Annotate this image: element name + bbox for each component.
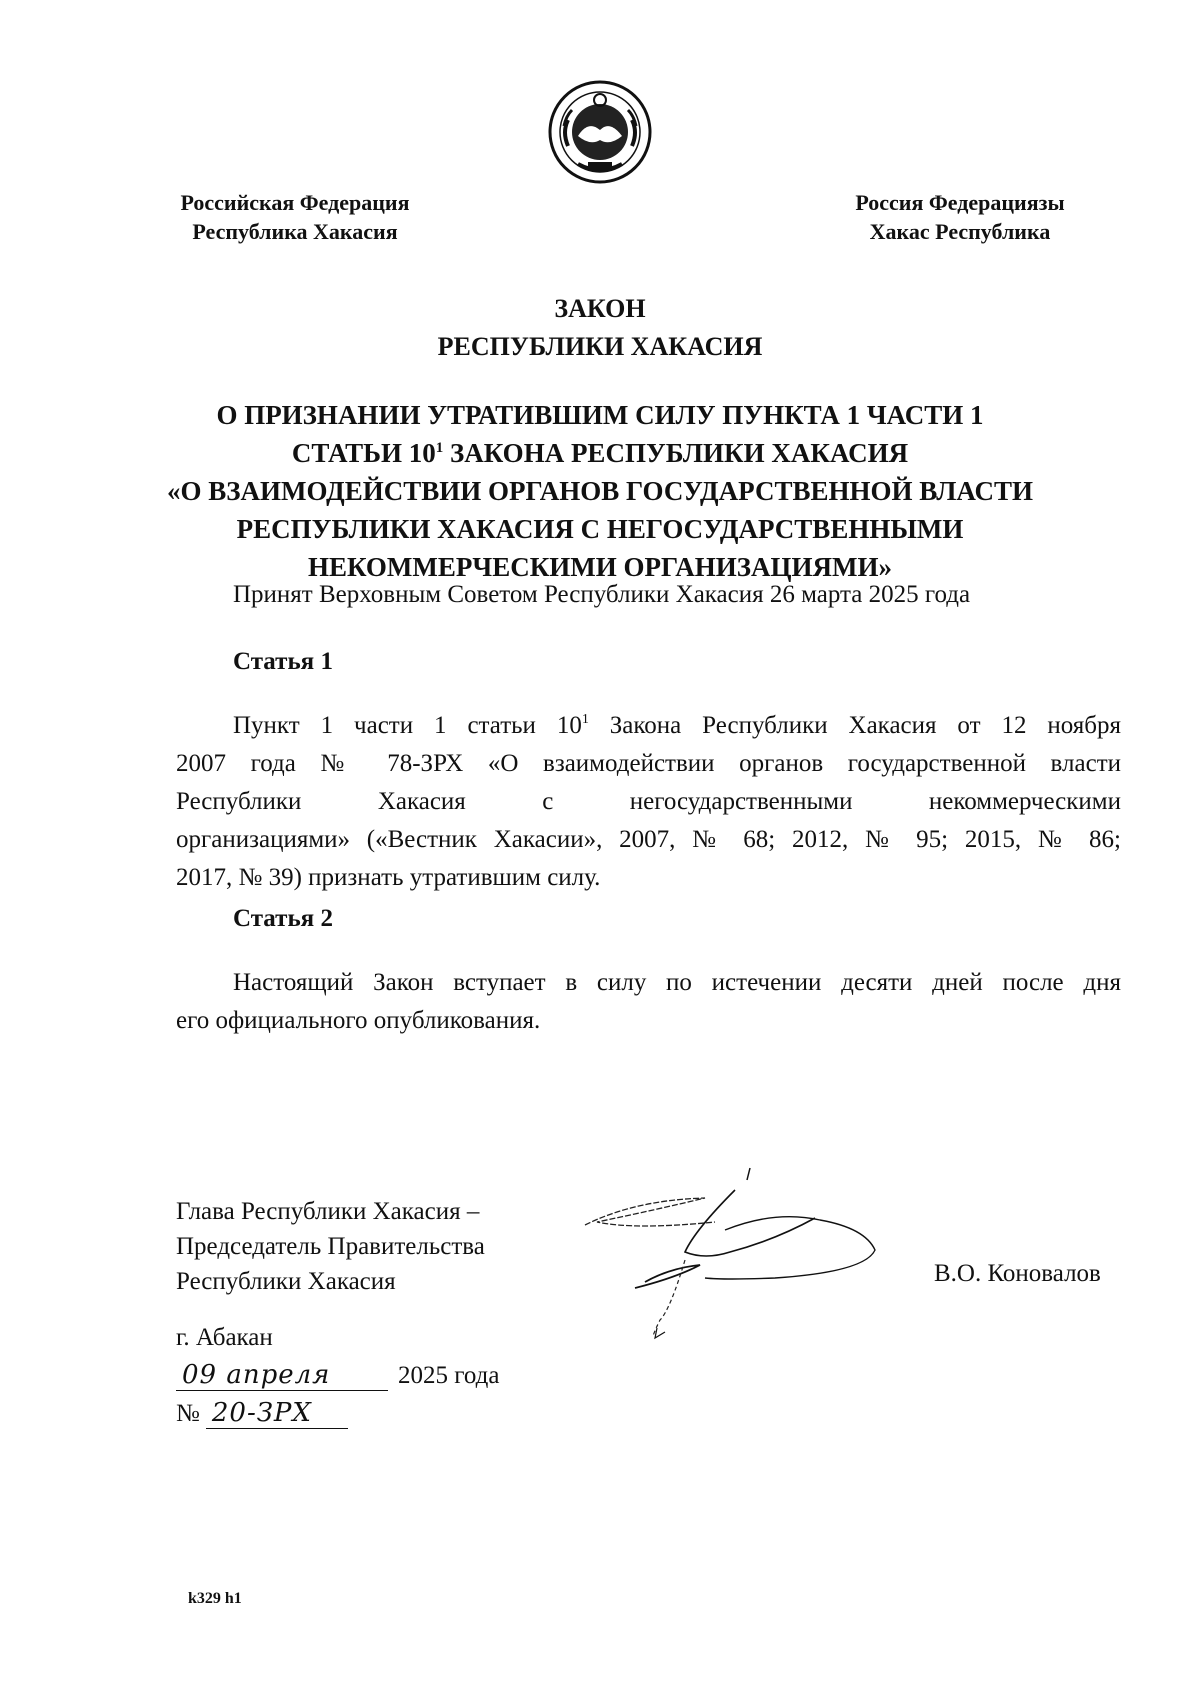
paragraph-line: 2007 года № 78-ЗРХ «О взаимодействии органов государственной власти [176,750,1121,777]
position-line: Республики Хакасия [176,1268,396,1295]
paragraph-text: Пункт 1 части 1 статьи 10 [233,712,582,739]
paragraph-line: 2017, № 39) признать утратившим силу. [176,864,601,891]
date-line [176,1358,499,1396]
paragraph-line: его официального опубликования. [176,1007,541,1034]
header-left-line2: Республика Хакасия [192,219,398,244]
law-subject-title [150,396,1050,586]
signatory-position [176,1194,485,1299]
subject-line [150,434,1050,472]
document-title: ЗАКОН [554,294,646,323]
adoption-note: Принят Верховным Советом Республики Хакасия 26 марта 2025 года [233,581,971,608]
header-right-line2: Хакас Республика [869,219,1051,244]
subject-line: «О ВЗАИМОДЕЙСТВИИ ОРГАНОВ ГОСУДАРСТВЕННОЙ ВЛАСТИ [166,476,1033,506]
header-right [835,188,1085,246]
subject-text: СТАТЬИ 10 [291,438,436,468]
article-1-heading: Статья 1 [233,648,333,675]
number-line [176,1396,499,1434]
handwritten-date: 09 апреля [176,1360,388,1391]
subject-line: НЕКОММЕРЧЕСКИМИ ОРГАНИЗАЦИЯМИ» [308,552,892,582]
signer-name: В.О. Коновалов [934,1260,1101,1287]
header-left [160,188,430,246]
document-title-republic: РЕСПУБЛИКИ ХАКАСИЯ [437,332,763,361]
position-line: Председатель Правительства [176,1233,485,1260]
document-code: k329 h1 [188,1590,242,1607]
republic-emblem-icon [548,80,652,184]
header-right-line1: Россия Федерациязы [855,190,1065,215]
city-line: г. Абакан [176,1324,273,1351]
article-2-heading: Статья 2 [233,905,333,932]
article-1-body [176,707,1121,897]
number-prefix: № [176,1400,200,1427]
paragraph-line [176,707,1121,745]
handwritten-number: 20-ЗРХ [206,1398,348,1429]
subject-line: О ПРИЗНАНИИ УТРАТИВШИМ СИЛУ ПУНКТА 1 ЧАСТИ 1 [216,400,984,430]
place-date-number [176,1320,499,1434]
subject-text: ЗАКОНА РЕСПУБЛИКИ ХАКАСИЯ [443,438,909,468]
date-year: 2025 года [398,1362,500,1389]
paragraph-line: Республики Хакасия с негосударственными некоммерческими [176,788,1121,815]
subject-superscript: 1 [435,440,444,456]
article-2-body [176,964,1121,1040]
paragraph-line: Настоящий Закон вступает в силу по истечении десяти дней после дня [233,969,1121,996]
paragraph-text: Закона Республики Хакасия от 12 ноября [588,712,1121,739]
handwritten-signature-icon [575,1160,915,1370]
paragraph-superscript: 1 [581,712,589,727]
header-left-line1: Российская Федерация [180,190,410,215]
subject-line: РЕСПУБЛИКИ ХАКАСИЯ С НЕГОСУДАРСТВЕННЫМИ [236,514,964,544]
paragraph-line: организациями» («Вестник Хакасии», 2007, № 68; 2012, № 95; 2015, № 86; [176,826,1121,853]
position-line: Глава Республики Хакасия – [176,1198,480,1225]
